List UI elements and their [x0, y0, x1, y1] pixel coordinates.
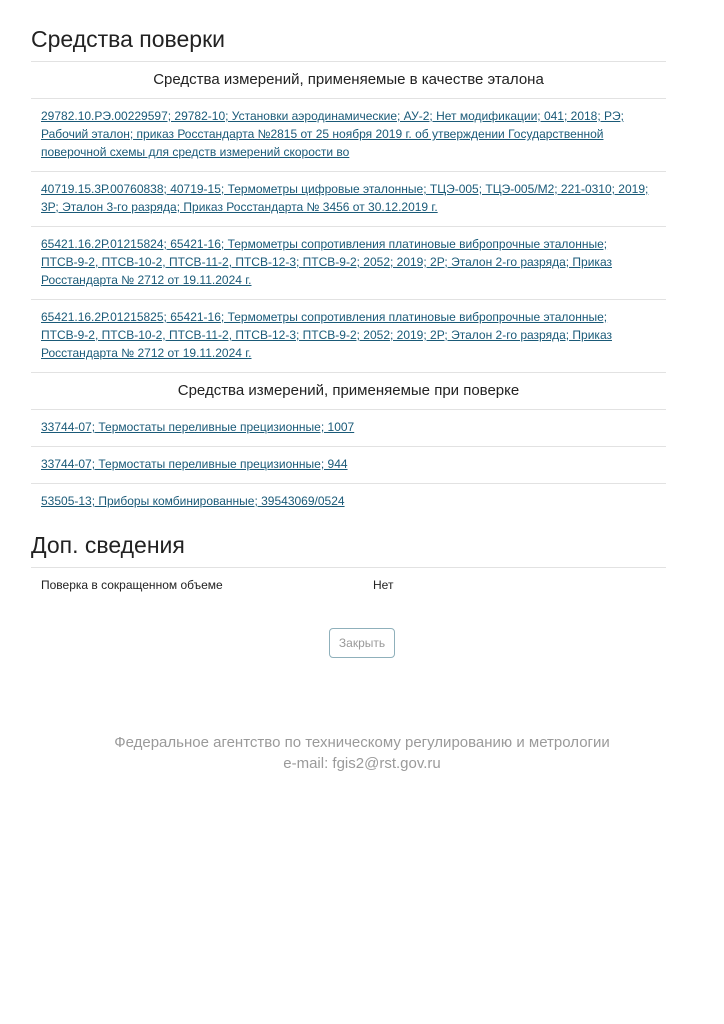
footer-org: Федеральное агентство по техническому регулированию и метрологии: [114, 734, 610, 751]
list-item: [31, 227, 666, 300]
list-item: [31, 410, 666, 447]
list-item: [31, 172, 666, 227]
footer: [0, 732, 724, 774]
footer-email: e-mail: fgis2@rst.gov.ru: [283, 755, 441, 772]
etalon-header: Средства измерений, применяемые в качестве эталона: [31, 61, 666, 99]
list-item: [31, 447, 666, 484]
info-label: Поверка в сокращенном объеме: [41, 578, 223, 592]
list-item: [31, 484, 666, 520]
si-link[interactable]: 53505-13; Приборы комбинированные; 39543069/0524: [41, 494, 345, 508]
info-row: [31, 567, 666, 602]
etalon-link[interactable]: 65421.16.2Р.01215825; 65421-16; Термометры сопротивления платиновые вибропрочные эталонные; ПТСВ-9-2, ПТСВ-10-2, ПТСВ-11-2, ПТСВ-12-3; ПТСВ-9-2; 2052; 2019; 2Р; Эталон 2-го разряда; Приказ Росстандарта № 2712 от 19.11.2024 г.: [41, 310, 612, 360]
section-title: Доп. сведения: [31, 532, 185, 558]
si-link[interactable]: 33744-07; Термостаты переливные прецизионные; 1007: [41, 420, 355, 434]
si-link[interactable]: 33744-07; Термостаты переливные прецизионные; 944: [41, 457, 348, 471]
verification-tools-section: [31, 26, 666, 602]
etalon-link[interactable]: 65421.16.2Р.01215824; 65421-16; Термометры сопротивления платиновые вибропрочные эталонные; ПТСВ-9-2, ПТСВ-10-2, ПТСВ-11-2, ПТСВ-12-3; ПТСВ-9-2; 2052; 2019; 2Р; Эталон 2-го разряда; Приказ Росстандарта № 2712 от 19.11.2024 г.: [41, 237, 612, 287]
etalon-link[interactable]: 40719.15.3Р.00760838; 40719-15; Термометры цифровые эталонные; ТЦЭ-005; ТЦЭ-005/М2; 221-0310; 2019; 3Р; Эталон 3-го разряда; Приказ Росстандарта № 3456 от 30.12.2019 г.: [41, 182, 649, 214]
info-value: Нет: [373, 578, 394, 592]
etalon-link[interactable]: 29782.10.РЭ.00229597; 29782-10; Установки аэродинамические; АУ-2; Нет модификации; 041; 2018; РЭ; Рабочий эталон; приказ Росстандарта №2815 от 25 ноября 2019 г. об утверждении Государственной поверочной схемы для средств измерений скорости во: [41, 109, 624, 159]
si-header: Средства измерений, применяемые при поверке: [31, 373, 666, 410]
section-title: Средства поверки: [31, 26, 225, 52]
list-item: [31, 300, 666, 373]
list-item: [31, 99, 666, 172]
close-button[interactable]: Закрыть: [329, 628, 395, 658]
